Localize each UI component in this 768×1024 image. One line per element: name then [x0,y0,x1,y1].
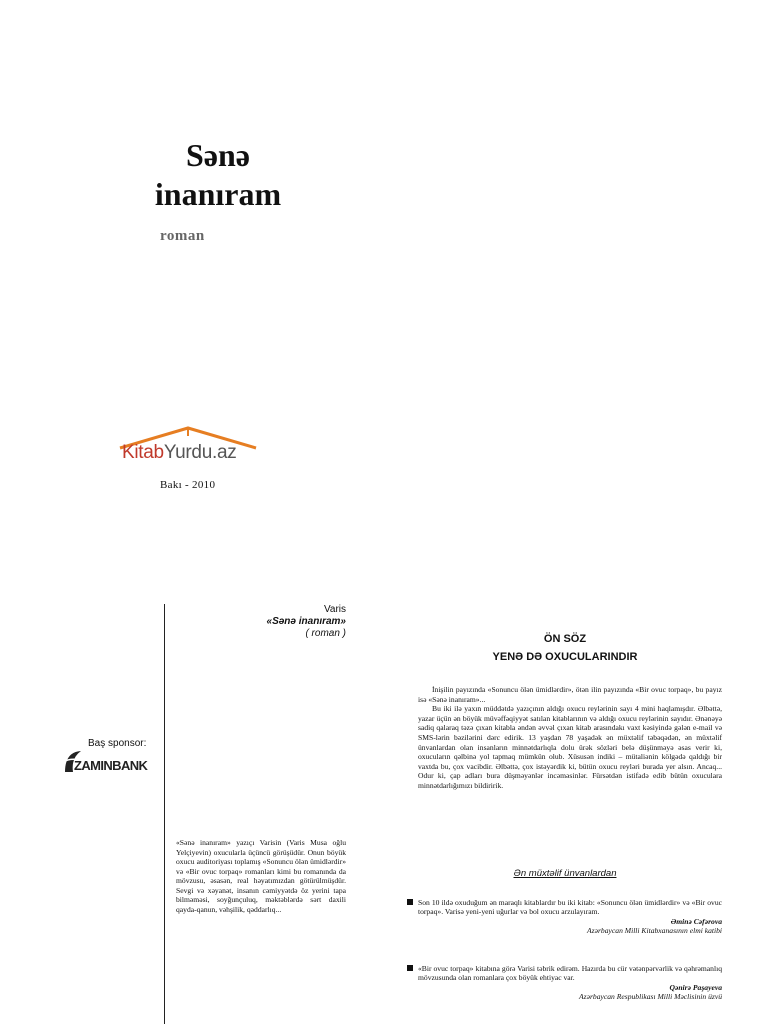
review-1-author: Əminə Cəfərova [670,916,722,926]
review-2-role: Azərbaycan Respublikası Milli Məclisinin üzvü [579,992,722,1002]
preface-heading [400,630,730,666]
logo-kitab-text: Kitab [122,442,164,463]
preface-paragraph-1: İnişilin payızında «Sonuncu ölən ümidlərdir», ötən ilin payızında «Bir ovuc torpaq», bu payız isə «Sənə inanıram»... [418,685,722,704]
kitabyurdu-logo [118,422,258,474]
review-1 [418,898,722,936]
review-2-author: Qənirə Paşayeva [669,982,722,992]
preface-text [418,685,722,791]
review-2-text: «Bir ovuc torpaq» kitabına görə Varisi təbrik edirəm. Hazırda bu cür vətənpərvərlik və qəhrəmanlıq mövzusunda olan romanlara çox böyük ehtiyac var. [418,964,722,983]
review-1-text: Son 10 ildə oxuduğum ən maraqlı kitablardır bu iki kitab: «Sonuncu ölən ümidlərdir» və «Bir ovuc torpaq». Varisə yeni-yeni uğurlar və bol oxucu arzulayıram. [418,898,722,917]
left-header [170,604,346,640]
reviews-heading: Ən müxtəlif ünvanlardan [513,868,617,879]
title-line-2: inanıram [154,176,282,212]
bullet-icon [407,899,413,905]
review-2 [418,964,722,1002]
column-divider [164,604,165,1024]
title-line-1: Sənə [186,137,250,173]
zaminbank-text: ZAMINBANK [74,758,148,773]
preface-subtitle: YENƏ DƏ OXUCULARINDIR [492,651,638,663]
review-1-role: Azərbaycan Milli Kitabxanasının elmi katibi [587,926,722,936]
inner-genre: ( roman ) [305,628,346,639]
genre-subtitle: roman [160,228,205,244]
book-title [118,136,318,214]
book-description: «Sənə inanıram» yazıçı Varisin (Varis Musa oğlu Yelçiyevin) oxucularla üçüncü görüşüdür. Onun böyük oxucu auditoriyası toplamış «Sonuncu ölən ümidlərdir» və «Bir ovuc torpaq» romanları kimi bu romanında da mövzusu, əsasən, real həyatımızdan götürülmüşdür. Sevgi və xəyanət, insanın cəmiyyətdə öz yerini tapa bilməməsi, soyğunçuluq, məktəblərdə sərt daxili qayda-qanun, vəhşilik, qəddarlıq... [176,838,346,914]
author-name: Varis [323,604,346,615]
zaminbank-logo [62,748,162,776]
inner-book-title: «Sənə inanıram» [266,616,346,627]
bullet-icon [407,965,413,971]
sponsor-label: Baş sponsor: [88,738,147,749]
preface-paragraph-2: Bu iki ilə yaxın müddətdə yazıçının aldığı oxucu reylərinin sayı 4 mini haqlamışdır. Əlbəttə, yazar üçün ən böyük müvəffəqiyyət satılan kitablarının və aldığı oxucu reylərinin sayıdır. Ənənəyə sadiq qalaraq təzə çıxan kitabla əndən əvvəl çıxan kitab arasındakı vaxt kəsiyində gələn e-mail və SMS-lərin bəzilərini dərc edirik. 13 yaşdan 78 yaşadək ən müxtəlif təbəqədən, ən müxtəlif ünvanlardan olan insanların minnətdarlıqla dolu ürək sözləri belə düşünməyə əsas verir ki, oxucuların qəlbinə yol tapmaq mümkün olub. Xüsusən indiki – mütaliənin kölgədə qaldığı bir vaxtda bu, çox vacibdir. Əlbəttə, çox istəyərdik ki, bütün oxucu reyləri burada yer alsın. Ancaq... Odur ki, çap adları bura düşməyənlər incəməsinlər. Fürsətdən istifadə edib bütün oxuculara minnətdarlığımızı bildiririk. [418,704,722,790]
preface-title: ÖN SÖZ [543,633,587,645]
logo-yurdu-text: Yurdu.az [163,442,237,463]
city-year: Bakı - 2010 [160,479,216,491]
